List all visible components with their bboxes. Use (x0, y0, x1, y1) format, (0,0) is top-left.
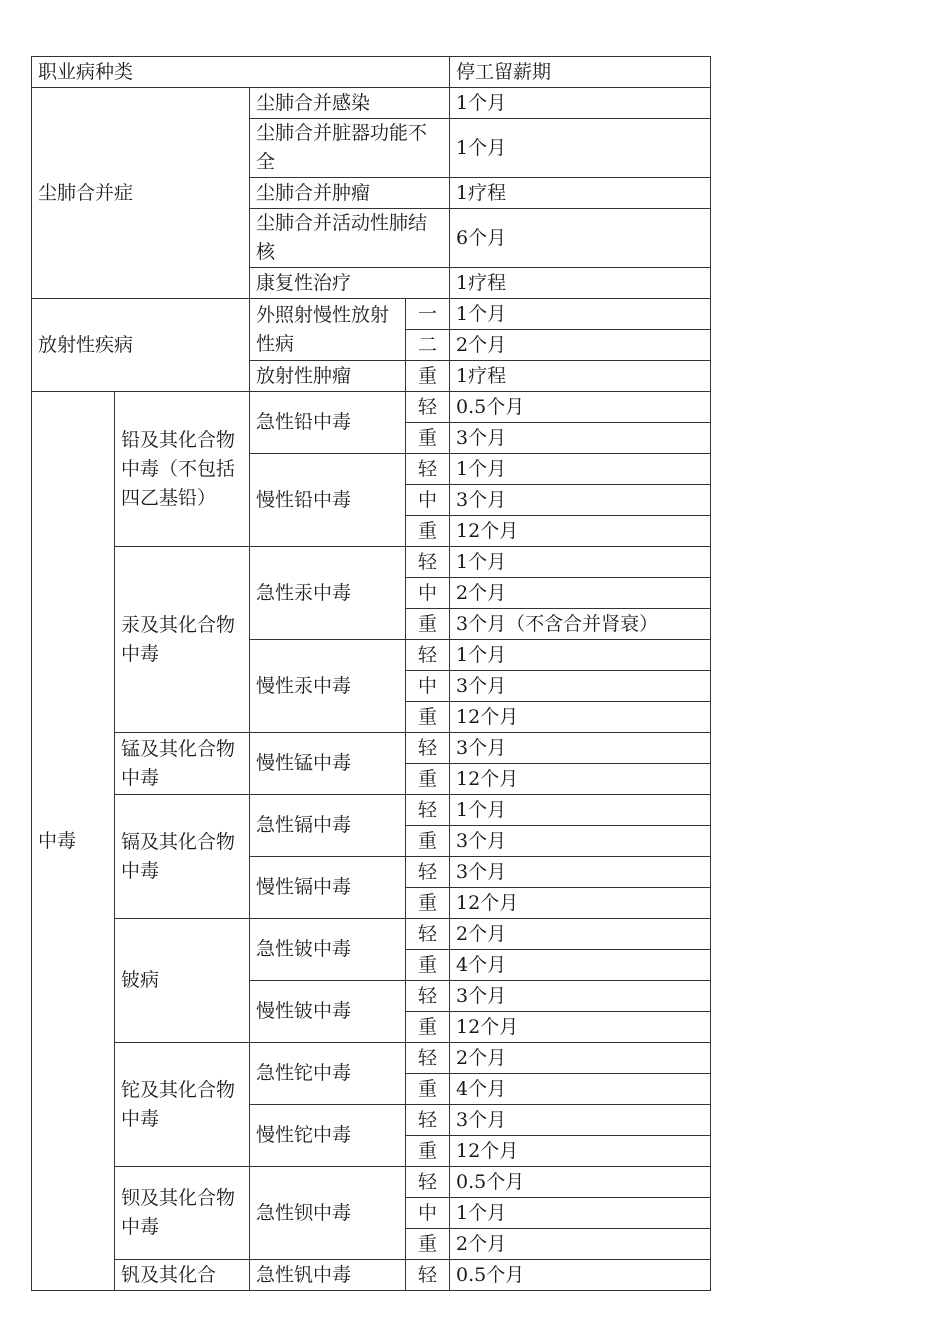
leave-period: 2个月 (450, 1043, 711, 1074)
leave-period: 3个月 (450, 981, 711, 1012)
leave-period: 1疗程 (450, 361, 711, 392)
disease-name: 外照射慢性放射性病 (250, 299, 406, 361)
grade: 中 (406, 671, 450, 702)
leave-period: 12个月 (450, 888, 711, 919)
leave-period: 1疗程 (450, 178, 711, 209)
leave-period: 1个月 (450, 88, 711, 119)
table-row (32, 733, 711, 764)
disease-name: 慢性铍中毒 (250, 981, 406, 1043)
grade: 轻 (406, 454, 450, 485)
leave-period: 0.5个月 (450, 392, 711, 423)
grade: 一 (406, 299, 450, 330)
disease-name: 急性钒中毒 (250, 1260, 406, 1291)
grade: 轻 (406, 640, 450, 671)
leave-period: 1个月 (450, 454, 711, 485)
leave-period: 1个月 (450, 547, 711, 578)
disease-name: 慢性镉中毒 (250, 857, 406, 919)
disease-name: 慢性汞中毒 (250, 640, 406, 733)
leave-period: 1疗程 (450, 268, 711, 299)
grade: 重 (406, 764, 450, 795)
leave-period: 0.5个月 (450, 1260, 711, 1291)
table-row (32, 1167, 711, 1198)
leave-period: 1个月 (450, 640, 711, 671)
table-row (32, 547, 711, 578)
grade: 重 (406, 361, 450, 392)
grade: 轻 (406, 1167, 450, 1198)
grade: 轻 (406, 1043, 450, 1074)
leave-period: 3个月 (450, 733, 711, 764)
header-period: 停工留薪期 (450, 57, 711, 88)
leave-period: 4个月 (450, 950, 711, 981)
grade: 轻 (406, 392, 450, 423)
leave-period: 3个月 (450, 857, 711, 888)
grade: 轻 (406, 981, 450, 1012)
grade: 轻 (406, 795, 450, 826)
table-row (32, 299, 711, 330)
grade: 轻 (406, 547, 450, 578)
disease-name: 尘肺合并活动性肺结核 (250, 209, 450, 268)
disease-name: 慢性铊中毒 (250, 1105, 406, 1167)
leave-period: 2个月 (450, 919, 711, 950)
grade: 中 (406, 485, 450, 516)
table-header-row (32, 57, 711, 88)
leave-period: 1个月 (450, 1198, 711, 1229)
leave-period: 12个月 (450, 1012, 711, 1043)
disease-name: 慢性锰中毒 (250, 733, 406, 795)
substance-name: 铊及其化合物中毒 (115, 1043, 250, 1167)
occupational-disease-table (31, 56, 711, 1291)
table-row (32, 1260, 711, 1291)
disease-name: 急性铅中毒 (250, 392, 406, 454)
grade: 重 (406, 950, 450, 981)
leave-period: 0.5个月 (450, 1167, 711, 1198)
table-viewport (31, 56, 711, 1286)
table-row (32, 795, 711, 826)
grade: 轻 (406, 919, 450, 950)
substance-name: 镉及其化合物中毒 (115, 795, 250, 919)
substance-name: 铅及其化合物中毒（不包括四乙基铅） (115, 392, 250, 547)
grade: 轻 (406, 857, 450, 888)
disease-name: 康复性治疗 (250, 268, 450, 299)
disease-name: 急性铊中毒 (250, 1043, 406, 1105)
disease-name: 尘肺合并感染 (250, 88, 450, 119)
leave-period: 1个月 (450, 795, 711, 826)
grade: 二 (406, 330, 450, 361)
table-row (32, 88, 711, 119)
substance-name: 汞及其化合物中毒 (115, 547, 250, 733)
grade: 重 (406, 702, 450, 733)
leave-period: 3个月 (450, 826, 711, 857)
grade: 重 (406, 609, 450, 640)
substance-name: 钡及其化合物中毒 (115, 1167, 250, 1260)
leave-period: 12个月 (450, 764, 711, 795)
leave-period: 3个月 (450, 423, 711, 454)
substance-name: 钒及其化合 (115, 1260, 250, 1291)
table-row (32, 1043, 711, 1074)
disease-name: 尘肺合并肿瘤 (250, 178, 450, 209)
group-pneumoconiosis: 尘肺合并症 (32, 88, 250, 299)
grade: 重 (406, 1012, 450, 1043)
leave-period: 6个月 (450, 209, 711, 268)
leave-period: 2个月 (450, 330, 711, 361)
leave-period: 12个月 (450, 1136, 711, 1167)
grade: 中 (406, 578, 450, 609)
grade: 重 (406, 826, 450, 857)
disease-name: 急性钡中毒 (250, 1167, 406, 1260)
leave-period: 3个月 (450, 1105, 711, 1136)
leave-period: 3个月（不含合并肾衰） (450, 609, 711, 640)
leave-period: 2个月 (450, 578, 711, 609)
disease-name: 急性镉中毒 (250, 795, 406, 857)
table-row (32, 392, 711, 423)
grade: 轻 (406, 1260, 450, 1291)
grade: 轻 (406, 733, 450, 764)
leave-period: 1个月 (450, 119, 711, 178)
grade: 重 (406, 1136, 450, 1167)
leave-period: 1个月 (450, 299, 711, 330)
grade: 重 (406, 1229, 450, 1260)
leave-period: 12个月 (450, 516, 711, 547)
grade: 重 (406, 888, 450, 919)
group-poisoning: 中毒 (32, 392, 115, 1291)
substance-name: 铍病 (115, 919, 250, 1043)
group-radiation: 放射性疾病 (32, 299, 250, 392)
grade: 中 (406, 1198, 450, 1229)
leave-period: 4个月 (450, 1074, 711, 1105)
disease-name: 尘肺合并脏器功能不全 (250, 119, 450, 178)
grade: 轻 (406, 1105, 450, 1136)
disease-name: 急性铍中毒 (250, 919, 406, 981)
grade: 重 (406, 423, 450, 454)
disease-name: 急性汞中毒 (250, 547, 406, 640)
leave-period: 12个月 (450, 702, 711, 733)
disease-name: 放射性肿瘤 (250, 361, 406, 392)
leave-period: 2个月 (450, 1229, 711, 1260)
table-row (32, 919, 711, 950)
leave-period: 3个月 (450, 485, 711, 516)
grade: 重 (406, 516, 450, 547)
disease-name: 慢性铅中毒 (250, 454, 406, 547)
grade: 重 (406, 1074, 450, 1105)
header-category: 职业病种类 (32, 57, 450, 88)
substance-name: 锰及其化合物中毒 (115, 733, 250, 795)
leave-period: 3个月 (450, 671, 711, 702)
